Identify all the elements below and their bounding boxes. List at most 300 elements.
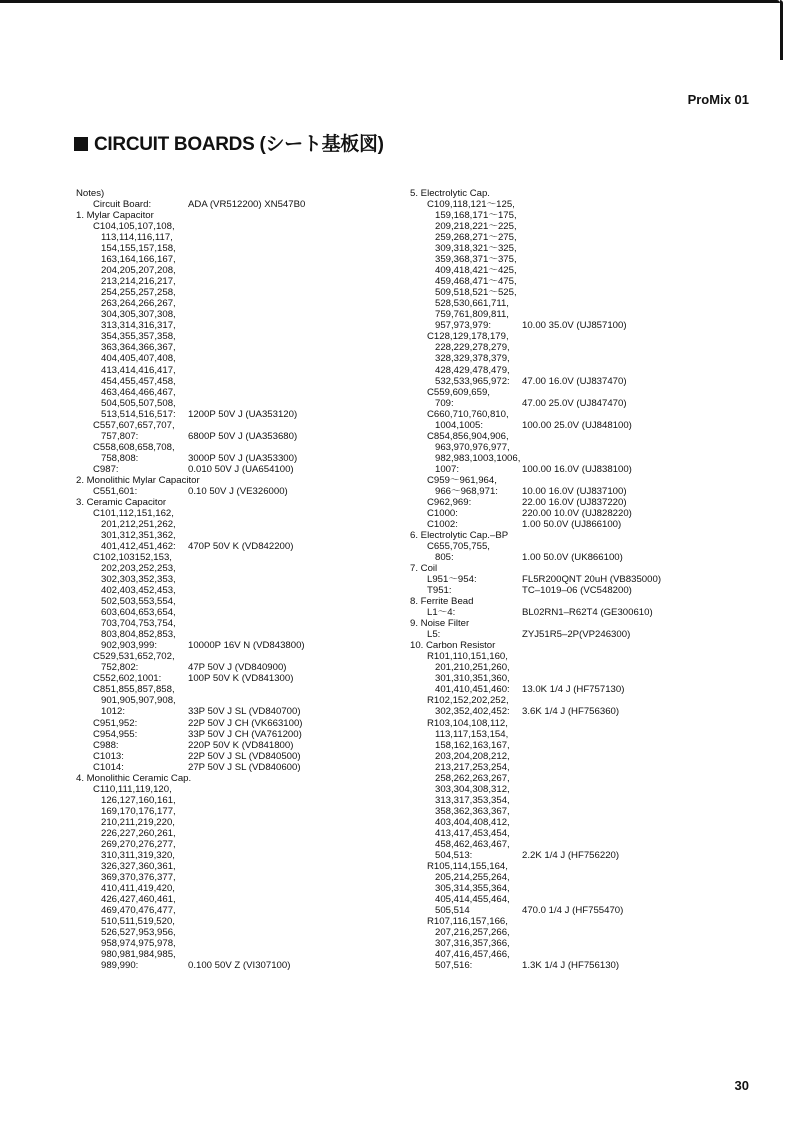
parts-list-row <box>410 431 710 442</box>
part-reference: 163,164,166,167, <box>101 254 176 266</box>
part-reference: 759,761,809,811, <box>435 309 509 321</box>
parts-list-row <box>410 629 710 640</box>
part-spec: BL02RN1–R62T4 (GE300610) <box>522 607 653 619</box>
parts-list-row <box>76 607 398 618</box>
part-reference: 305,314,355,364, <box>435 882 510 894</box>
parts-list-row <box>76 629 398 640</box>
part-reference: R107,116,157,166, <box>427 916 508 928</box>
parts-list-row <box>410 740 710 751</box>
part-reference: 502,503,553,554, <box>101 596 176 608</box>
parts-list-row <box>76 596 398 607</box>
parts-list-row <box>410 508 710 519</box>
part-spec: 33P 50V J CH (VA761200) <box>188 728 302 740</box>
part-reference: 507,516: <box>435 960 473 972</box>
part-spec: 220P 50V K (VD841800) <box>188 739 294 751</box>
part-reference: 4. Monolithic Ceramic Cap. <box>76 772 192 784</box>
part-reference: 958,974,975,978, <box>101 938 176 950</box>
part-spec: 10.00 16.0V (UJ837100) <box>522 485 627 497</box>
part-reference: 205,214,255,264, <box>435 871 510 883</box>
parts-list-row <box>410 673 710 684</box>
part-reference: 307,316,357,366, <box>435 938 510 950</box>
part-reference: C954,955: <box>93 728 138 740</box>
parts-list-row <box>410 905 710 916</box>
part-reference: 505,514 <box>435 905 470 917</box>
parts-list-row <box>76 519 398 530</box>
parts-list-row <box>76 265 398 276</box>
parts-list-row <box>410 706 710 717</box>
parts-list-row <box>410 475 710 486</box>
part-reference: R102,152,202,252, <box>427 695 509 707</box>
parts-list-row <box>410 320 710 331</box>
part-reference: 509,518,521～525, <box>435 287 517 299</box>
part-reference: C988: <box>93 739 119 751</box>
parts-list-row <box>410 651 710 662</box>
parts-list-row <box>410 618 710 629</box>
part-reference: C1013: <box>93 750 124 762</box>
part-reference: 169,170,176,177, <box>101 805 176 817</box>
part-reference: C102,103152,153, <box>93 552 172 564</box>
part-spec: 2.2K 1/4 J (HF756220) <box>522 849 620 861</box>
parts-list-row <box>410 883 710 894</box>
part-reference: 426,427,460,461, <box>101 894 176 905</box>
part-reference: 6. Electrolytic Cap.–BP <box>410 529 509 541</box>
part-reference: 963,970,976,977, <box>435 441 510 453</box>
parts-list-row <box>410 949 710 960</box>
parts-list-row <box>76 475 398 486</box>
part-reference: 966～968,971: <box>435 485 498 497</box>
part-reference: C557,607,657,707, <box>93 419 175 431</box>
part-reference: 326,327,360,361, <box>101 860 176 872</box>
part-reference: 902,903,999: <box>101 640 158 652</box>
parts-list-row <box>410 784 710 795</box>
parts-list-row <box>76 243 398 254</box>
parts-list-row <box>410 287 710 298</box>
part-reference: C559,609,659, <box>427 386 490 398</box>
parts-list-row <box>410 309 710 320</box>
parts-list-row <box>410 927 710 938</box>
parts-list-row <box>410 342 710 353</box>
title-square-icon <box>74 137 88 151</box>
parts-list-row <box>76 486 398 497</box>
parts-list-row <box>76 398 398 409</box>
part-reference: 982,983,1003,1006, <box>435 452 521 464</box>
part-reference: 5. Electrolytic Cap. <box>410 188 490 199</box>
parts-list-row <box>410 563 710 574</box>
title-main: CIRCUIT BOARDS <box>94 134 255 155</box>
parts-list-row <box>410 486 710 497</box>
part-reference: 310,311,319,320, <box>101 849 175 861</box>
parts-list-row <box>410 298 710 309</box>
part-reference: 301,310,351,360, <box>435 673 510 685</box>
part-reference: C1014: <box>93 761 124 773</box>
part-reference: 363,364,366,367, <box>101 342 176 354</box>
parts-list-row <box>76 938 398 949</box>
part-reference: 703,704,753,754, <box>101 618 176 630</box>
parts-list-row <box>76 872 398 883</box>
part-spec: 0.10 50V J (VE326000) <box>188 485 288 497</box>
part-reference: 405,414,455,464, <box>435 894 510 905</box>
part-reference: R103,104,108,112, <box>427 717 508 729</box>
part-reference: L951～954: <box>427 574 477 586</box>
part-spec: 1.00 50.0V (UJ866100) <box>522 518 622 530</box>
part-spec: 0.100 50V Z (VI307100) <box>188 960 291 972</box>
part-reference: 510,511,519,520, <box>101 916 175 928</box>
part-reference: C854,856,904,906, <box>427 430 509 442</box>
part-reference: 301,312,351,362, <box>101 529 176 541</box>
parts-list-row <box>410 376 710 387</box>
part-reference: 354,355,357,358, <box>101 331 176 343</box>
parts-list-row <box>76 552 398 563</box>
parts-list-row <box>410 596 710 607</box>
page-border-right <box>780 0 783 60</box>
part-reference: 1012: <box>101 706 126 718</box>
part-reference: 454,455,457,458, <box>101 375 176 387</box>
parts-list-row <box>76 651 398 662</box>
parts-list-row <box>76 464 398 475</box>
part-spec: ADA (VR512200) XN547B0 <box>188 199 306 211</box>
parts-list-row <box>410 365 710 376</box>
part-reference: 201,212,251,262, <box>101 518 176 530</box>
page-border-top <box>0 0 780 3</box>
part-reference: 401,410,451,460: <box>435 684 510 696</box>
part-reference: 209,218,221～225, <box>435 221 517 233</box>
product-name: ProMix 01 <box>687 92 749 107</box>
part-reference: C558,608,658,708, <box>93 441 175 453</box>
part-reference: 263,264,266,267, <box>101 298 176 310</box>
parts-list-row <box>76 365 398 376</box>
parts-list-row <box>410 828 710 839</box>
title-sub: (シート基板図) <box>259 134 384 155</box>
part-reference: 709: <box>435 397 454 409</box>
parts-list-row <box>76 673 398 684</box>
part-spec: 27P 50V J SL (VD840600) <box>188 761 301 773</box>
parts-list-row <box>76 309 398 320</box>
parts-list-row <box>410 894 710 905</box>
parts-list-row <box>76 254 398 265</box>
parts-list-row <box>76 740 398 751</box>
part-reference: 504,513: <box>435 849 473 861</box>
part-spec: 100.00 25.0V (UJ848100) <box>522 419 632 431</box>
part-spec: 100P 50V K (VD841300) <box>188 673 294 685</box>
parts-list-row <box>410 960 710 971</box>
parts-list-row <box>410 552 710 563</box>
parts-list-row <box>76 387 398 398</box>
part-reference: 410,411,419,420, <box>101 882 175 894</box>
part-reference: 158,162,163,167, <box>435 739 510 751</box>
parts-list-row <box>410 817 710 828</box>
parts-list-row <box>76 320 398 331</box>
part-reference: 258,262,263,267, <box>435 772 510 784</box>
part-reference: 113,114,116,117, <box>101 232 173 244</box>
parts-list-left-column <box>76 188 398 971</box>
parts-list-row <box>410 210 710 221</box>
parts-list-row <box>410 453 710 464</box>
parts-list-row <box>410 276 710 287</box>
part-spec: 33P 50V J SL (VD840700) <box>188 706 301 718</box>
parts-list-row <box>410 729 710 740</box>
parts-list-row <box>76 232 398 243</box>
part-reference: 313,314,316,317, <box>101 320 176 332</box>
parts-list-row <box>410 464 710 475</box>
part-reference: C987: <box>93 463 119 475</box>
parts-list-row <box>410 188 710 199</box>
part-reference: 989,990: <box>101 960 139 972</box>
part-reference: C951,952: <box>93 717 138 729</box>
part-reference: 980,981,984,985, <box>101 949 176 961</box>
part-spec: 22.00 16.0V (UJ837220) <box>522 496 627 508</box>
parts-list-row <box>76 574 398 585</box>
parts-list-row <box>410 254 710 265</box>
parts-list-row <box>410 607 710 618</box>
part-reference: 458,462,463,467, <box>435 838 510 850</box>
part-reference: L1～4: <box>427 607 456 619</box>
parts-list-row <box>76 960 398 971</box>
part-reference: 226,227,260,261, <box>101 827 176 839</box>
parts-list-row <box>76 762 398 773</box>
part-reference: 805: <box>435 552 454 564</box>
parts-list-row <box>76 905 398 916</box>
part-spec: 22P 50V J CH (VK663100) <box>188 717 303 729</box>
parts-list-row <box>76 839 398 850</box>
parts-list-row <box>410 872 710 883</box>
part-reference: 359,368,371～375, <box>435 254 517 266</box>
part-spec: 0.010 50V J (UA654100) <box>188 463 294 475</box>
part-reference: 469,470,476,477, <box>101 905 176 917</box>
parts-list-row <box>76 795 398 806</box>
parts-list-row <box>76 618 398 629</box>
parts-list-row <box>76 640 398 651</box>
part-reference: 302,303,352,353, <box>101 574 176 586</box>
parts-list-row <box>410 806 710 817</box>
part-reference: 528,530,661,711, <box>435 298 509 310</box>
parts-list-row <box>76 894 398 905</box>
parts-list-row <box>410 839 710 850</box>
part-reference: 204,205,207,208, <box>101 265 176 277</box>
part-reference: 9. Noise Filter <box>410 618 470 630</box>
part-reference: C128,129,178,179, <box>427 331 509 343</box>
part-spec: 22P 50V J SL (VD840500) <box>188 750 301 762</box>
part-reference: C552,602,1001: <box>93 673 162 685</box>
part-reference: C110,111,119,120, <box>93 783 172 795</box>
part-reference: 901,905,907,908, <box>101 695 176 707</box>
part-spec: 47.00 16.0V (UJ837470) <box>522 375 627 387</box>
part-spec: ZYJ51R5–2P(VP246300) <box>522 629 631 641</box>
part-reference: 407,416,457,466, <box>435 949 510 961</box>
parts-list-row <box>76 662 398 673</box>
parts-list-row <box>410 938 710 949</box>
parts-list-row <box>76 420 398 431</box>
part-reference: 803,804,852,853, <box>101 629 176 641</box>
parts-list-row <box>76 861 398 872</box>
parts-list-row <box>410 684 710 695</box>
part-reference: 8. Ferrite Bead <box>410 596 474 608</box>
parts-list-row <box>76 497 398 508</box>
part-spec: 1.00 50.0V (UK866100) <box>522 552 623 564</box>
page-title <box>74 129 384 156</box>
part-spec: 100.00 16.0V (UJ838100) <box>522 463 632 475</box>
part-spec: 3000P 50V J (UA353300) <box>188 452 298 464</box>
part-reference: 113,117,153,154, <box>435 728 509 740</box>
parts-list-row <box>410 398 710 409</box>
part-reference: 532,533,965,972: <box>435 375 510 387</box>
part-reference: 313,317,353,354, <box>435 794 510 806</box>
part-reference: 126,127,160,161, <box>101 794 176 806</box>
part-reference: 207,216,257,266, <box>435 927 510 939</box>
parts-list-row <box>410 530 710 541</box>
part-reference: 369,370,376,377, <box>101 871 176 883</box>
part-reference: C1000: <box>427 507 458 519</box>
part-reference: 154,155,157,158, <box>101 243 176 255</box>
parts-list-row <box>76 806 398 817</box>
part-reference: C655,705,755, <box>427 541 490 552</box>
part-reference: 413,414,416,417, <box>101 364 176 376</box>
part-reference: 409,418,421～425, <box>435 265 517 277</box>
parts-list-row <box>410 331 710 342</box>
parts-list-row <box>76 287 398 298</box>
parts-list-row <box>76 508 398 519</box>
part-reference: C109,118,121～125, <box>427 199 515 211</box>
parts-list-row <box>410 409 710 420</box>
parts-list-row <box>76 706 398 717</box>
part-reference: 328,329,378,379, <box>435 353 510 365</box>
part-reference: 758,808: <box>101 452 139 464</box>
part-spec: 10000P 16V N (VD843800) <box>188 640 305 652</box>
part-reference: Notes) <box>76 188 105 199</box>
parts-list-row <box>76 199 398 210</box>
parts-list-right-column <box>410 188 710 971</box>
parts-list-row <box>76 298 398 309</box>
part-spec: 6800P 50V J (UA353680) <box>188 430 298 442</box>
part-reference: 1. Mylar Capacitor <box>76 210 154 222</box>
parts-list-row <box>410 861 710 872</box>
part-reference: 254,255,257,258, <box>101 287 176 299</box>
part-reference: C962,969: <box>427 496 472 508</box>
parts-list-row <box>410 420 710 431</box>
part-reference: 269,270,276,277, <box>101 838 176 850</box>
part-reference: 1007: <box>435 463 460 475</box>
part-reference: 259,268,271～275, <box>435 232 517 244</box>
parts-list-row <box>76 331 398 342</box>
part-reference: C551,601: <box>93 485 138 497</box>
parts-list-row <box>76 784 398 795</box>
parts-list-row <box>76 729 398 740</box>
part-spec: 13.0K 1/4 J (HF757130) <box>522 684 625 696</box>
part-reference: 201,210,251,260, <box>435 662 510 674</box>
part-reference: 159,168,171～175, <box>435 210 517 222</box>
part-reference: 10. Carbon Resistor <box>410 640 496 652</box>
parts-list-row <box>410 232 710 243</box>
part-reference: L5: <box>427 629 441 641</box>
parts-list-row <box>410 497 710 508</box>
parts-list-row <box>76 817 398 828</box>
part-reference: 309,318,321～325, <box>435 243 517 255</box>
part-reference: 228,229,278,279, <box>435 342 510 354</box>
parts-list-row <box>76 927 398 938</box>
parts-list-row <box>76 353 398 364</box>
parts-list-row <box>76 773 398 784</box>
part-reference: 526,527,953,956, <box>101 927 176 939</box>
part-reference: 302,352,402,452: <box>435 706 510 718</box>
parts-list-row <box>76 276 398 287</box>
parts-list-row <box>410 353 710 364</box>
parts-list-row <box>410 662 710 673</box>
parts-list-row <box>76 751 398 762</box>
part-reference: C104,105,107,108, <box>93 221 175 233</box>
part-reference: 463,464,466,467, <box>101 386 176 398</box>
parts-list-row <box>410 751 710 762</box>
parts-list-row <box>76 828 398 839</box>
parts-list-row <box>76 695 398 706</box>
part-reference: 413,417,453,454, <box>435 827 510 839</box>
page-number: 30 <box>734 1078 749 1093</box>
parts-list-row <box>76 188 398 199</box>
parts-list-row <box>410 850 710 861</box>
part-reference: C101,112,151,162, <box>93 507 174 519</box>
part-reference: 504,505,507,508, <box>101 397 176 409</box>
part-reference: 358,362,363,367, <box>435 805 510 817</box>
parts-list-row <box>76 342 398 353</box>
parts-list-row <box>410 795 710 806</box>
parts-list-row <box>76 883 398 894</box>
parts-list-row <box>410 519 710 530</box>
part-reference: 428,429,478,479, <box>435 364 510 376</box>
part-reference: 513,514,516,517: <box>101 408 176 420</box>
part-reference: 757,807: <box>101 430 139 442</box>
parts-list-row <box>410 773 710 784</box>
parts-list-row <box>76 563 398 574</box>
part-spec: TC–1019–06 (VC548200) <box>522 585 632 597</box>
part-reference: R101,110,151,160, <box>427 651 508 663</box>
parts-list-row <box>76 453 398 464</box>
part-reference: 404,405,407,408, <box>101 353 176 365</box>
parts-list-row <box>76 442 398 453</box>
parts-list-row <box>410 243 710 254</box>
part-reference: C959～961,964, <box>427 474 497 486</box>
parts-list-row <box>410 718 710 729</box>
part-reference: C1002: <box>427 518 458 530</box>
parts-list-row <box>410 442 710 453</box>
part-reference: 213,217,253,254, <box>435 761 510 773</box>
part-reference: 1004,1005: <box>435 419 484 431</box>
part-reference: 213,214,216,217, <box>101 276 176 288</box>
part-reference: 603,604,653,654, <box>101 607 176 619</box>
parts-list-row <box>76 850 398 861</box>
parts-list-row <box>76 585 398 596</box>
part-spec: 470.0 1/4 J (HF755470) <box>522 905 624 917</box>
parts-list-row <box>410 916 710 927</box>
part-reference: 7. Coil <box>410 563 438 575</box>
part-reference: C851,855,857,858, <box>93 684 175 696</box>
part-reference: R105,114,155,164, <box>427 860 508 872</box>
parts-list-row <box>76 431 398 442</box>
part-reference: C529,531,652,702, <box>93 651 175 663</box>
parts-list-row <box>76 684 398 695</box>
part-reference: 202,203,252,253, <box>101 563 176 575</box>
part-reference: C660,710,760,810, <box>427 408 509 420</box>
parts-list-row <box>76 718 398 729</box>
part-reference: 459,468,471～475, <box>435 276 517 288</box>
part-reference: 403,404,408,412, <box>435 816 510 828</box>
part-spec: 10.00 35.0V (UJ857100) <box>522 320 627 332</box>
part-reference: 402,403,452,453, <box>101 585 176 597</box>
parts-list-row <box>410 574 710 585</box>
part-spec: 1.3K 1/4 J (HF756130) <box>522 960 620 972</box>
part-reference: Circuit Board: <box>93 199 152 211</box>
parts-list-row <box>410 762 710 773</box>
part-spec: 3.6K 1/4 J (HF756360) <box>522 706 620 718</box>
part-reference: 304,305,307,308, <box>101 309 176 321</box>
parts-list-row <box>410 387 710 398</box>
